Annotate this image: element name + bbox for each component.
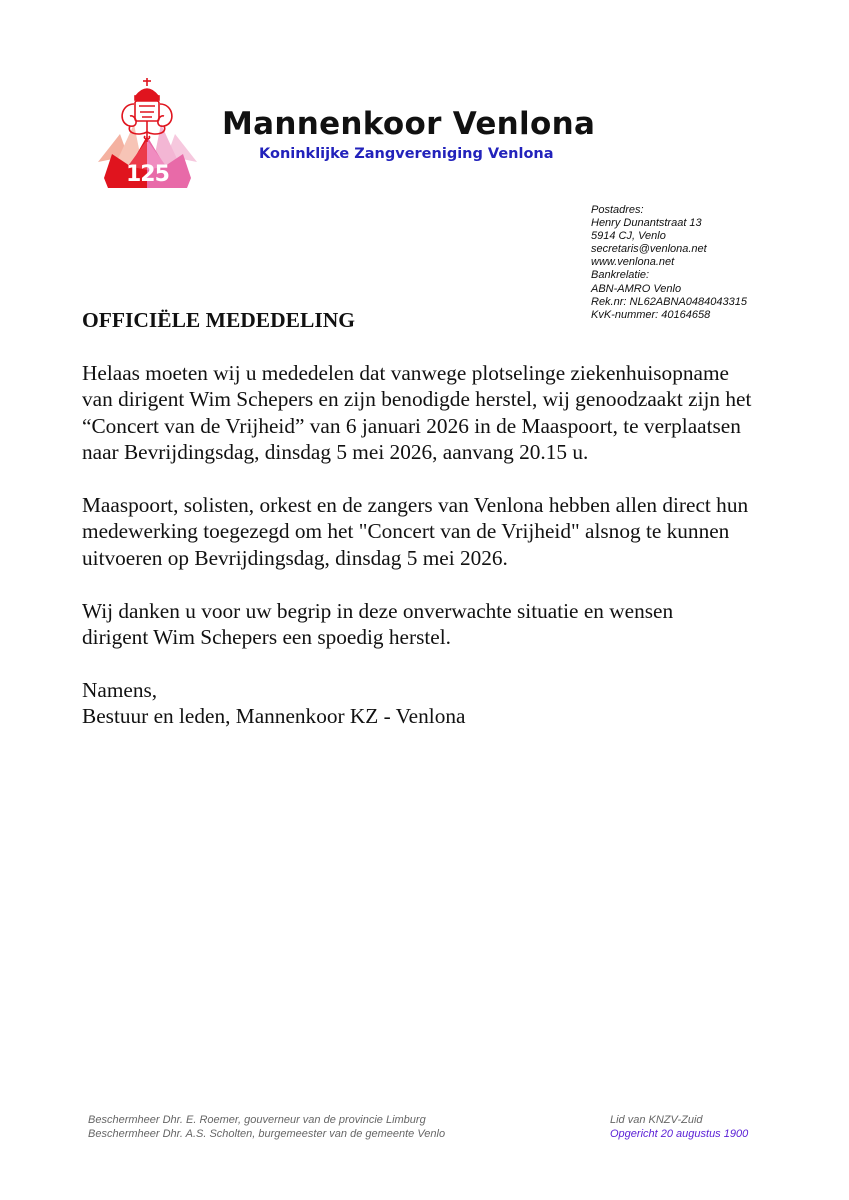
address-block	[591, 204, 747, 322]
membership-info: Lid van KNZV-Zuid	[610, 1114, 703, 1126]
logo-anniversary-number: 125	[126, 162, 169, 187]
paragraph-announcement: Helaas moeten wij u mededelen dat vanwege plotselinge ziekenhuisopname van dirigent Wim Schepers en zijn benodigde herstel, wij genoodzaakt zijn het “Concert van de Vrijheid” van 6 januari 2026 in de Maaspoort, te verplaatsen naar Bevrijdingsdag, dinsdag 5 mei 2026, aanvang 20.15 u.	[82, 361, 752, 465]
patron-mayor: Beschermheer Dhr. A.S. Scholten, burgemeester van de gemeente Venlo	[88, 1127, 446, 1140]
letter-heading: OFFICIËLE MEDEDELING	[82, 308, 355, 332]
organization-title: Mannenkoor Venlona	[222, 106, 596, 142]
organization-subtitle: Koninklijke Zangvereniging Venlona	[259, 146, 554, 162]
choir-crest-logo	[90, 74, 205, 194]
letter-body	[82, 360, 782, 730]
paragraph-cooperation: Maaspoort, solisten, orkest en de zangers van Venlona hebben allen direct hun medewerking toegezegd om het "Concert van de Vrijheid" alsnog te kunnen uitvoeren op Bevrijdingsdag, dinsdag 5 mei 2026.	[82, 493, 749, 570]
bank-label: Bankrelatie:	[591, 269, 650, 282]
paragraph-thanks: Wij danken u voor uw begrip in deze onverwachte situatie en wensen dirigent Wim Schepers een spoedig herstel.	[82, 598, 674, 650]
address-street: Henry Dunantstraat 13	[591, 217, 702, 230]
patron-governor: Beschermheer Dhr. E. Roemer, gouverneur van de provincie Limburg	[88, 1114, 426, 1126]
bank-name: ABN-AMRO Venlo	[591, 282, 682, 295]
address-label: Postadres:	[591, 204, 644, 216]
closing: Namens,	[82, 677, 158, 702]
kvk-number: KvK-nummer: 40164658	[591, 308, 711, 321]
address-email: secretaris@venlona.net	[591, 243, 707, 256]
footer-membership	[610, 1114, 748, 1141]
signature: Bestuur en leden, Mannenkoor KZ - Venlona	[82, 704, 466, 729]
footer-patrons	[88, 1114, 445, 1141]
address-website: www.venlona.net	[591, 256, 675, 269]
bank-account: Rek.nr: NL62ABNA0484043315	[591, 295, 747, 308]
address-postcode-city: 5914 CJ, Venlo	[591, 230, 666, 243]
founded-date: Opgericht 20 augustus 1900	[610, 1127, 749, 1140]
